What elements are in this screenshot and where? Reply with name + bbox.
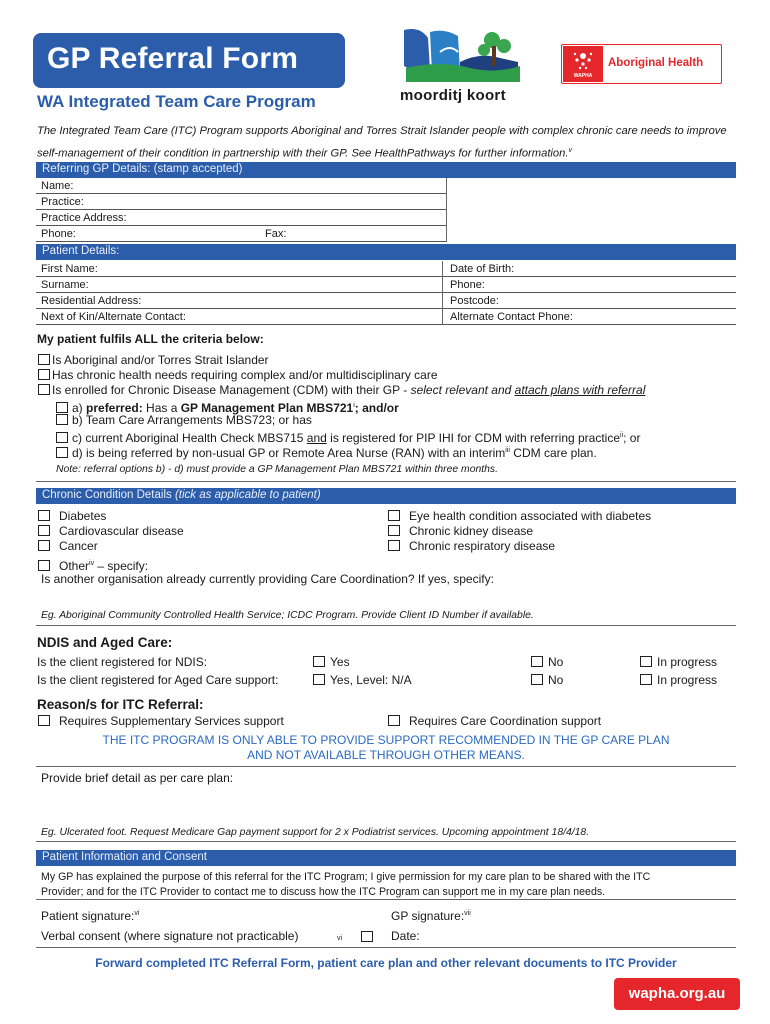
- checkbox[interactable]: [361, 931, 373, 942]
- ndis-question: Is the client registered for NDIS:: [37, 655, 208, 669]
- condition-label: Chronic respiratory disease: [409, 539, 556, 553]
- aged-care-no: [531, 673, 563, 688]
- patient-phone-field[interactable]: Phone:: [450, 279, 485, 291]
- checkbox[interactable]: [56, 414, 68, 425]
- consent-text: [41, 870, 736, 900]
- intro-text: The Integrated Team Care (ITC) Program supports Aboriginal and Torres Strait Islander people with complex chronic care needs to improve self-management of their condition in partnership with their GP. See HealthPathways for further information.: [37, 125, 727, 160]
- option-a-preferred: preferred:: [86, 401, 143, 415]
- aged-care-no-label: No: [548, 673, 564, 687]
- divider: [36, 766, 736, 767]
- patient-row-3: [36, 293, 736, 309]
- option-d-end: CDM care plan.: [509, 446, 597, 460]
- verbal-consent-footnote: vi: [337, 935, 343, 942]
- option-c-end: ; or: [623, 431, 641, 445]
- checkbox[interactable]: [38, 354, 50, 365]
- condition-cancer: [38, 539, 98, 554]
- checkbox[interactable]: [640, 656, 652, 667]
- checkbox[interactable]: [56, 447, 68, 458]
- reasons-heading: Reason/s for ITC Referral:: [37, 697, 204, 712]
- option-a-plan: GP Management Plan MBS721: [180, 401, 354, 415]
- gp-signature-field[interactable]: [485, 904, 735, 922]
- criteria-note: Note: referral options b) - d) must provide a GP Management Plan MBS721 within three months.: [56, 464, 499, 475]
- ndis-no: [531, 655, 563, 670]
- ndis-no-label: No: [548, 655, 564, 669]
- ndis-in-progress-label: In progress: [657, 655, 718, 669]
- aboriginal-health-text: Aboriginal Health: [608, 57, 704, 69]
- gp-name-field[interactable]: Name:: [36, 178, 446, 194]
- gp-phone-field[interactable]: Phone:: [41, 228, 76, 240]
- divider: [36, 481, 736, 482]
- residential-address-field[interactable]: Residential Address:: [41, 295, 142, 307]
- wapha-mark-text: WAPHA: [573, 73, 593, 79]
- divider: [36, 947, 736, 948]
- option-a-prefix: a): [72, 401, 87, 415]
- checkbox[interactable]: [38, 540, 50, 551]
- condition-other-footnote: iv: [89, 560, 95, 567]
- aged-care-question: Is the client registered for Aged Care support:: [37, 673, 279, 687]
- checkbox[interactable]: [38, 384, 50, 395]
- checkbox[interactable]: [313, 674, 325, 685]
- patient-row-1: [36, 261, 736, 277]
- verbal-consent-checkbox: [361, 931, 377, 944]
- checkbox[interactable]: [313, 656, 325, 667]
- dob-field[interactable]: Date of Birth:: [450, 263, 515, 275]
- option-a-footnote: i: [353, 402, 355, 409]
- aboriginal-health-logo: [561, 44, 722, 84]
- aged-care-yes-label: Yes, Level: N/A: [330, 673, 412, 687]
- ndis-in-progress: [640, 655, 717, 670]
- condition-diabetes: [38, 509, 106, 524]
- moorditj-koort-text: moorditj koort: [400, 87, 506, 104]
- date-field[interactable]: [425, 927, 735, 945]
- option-c-and: and: [306, 431, 327, 445]
- first-name-field[interactable]: First Name:: [41, 263, 98, 275]
- itc-program-notice: [36, 733, 736, 763]
- patient-signature-footnote: vi: [134, 910, 140, 917]
- consent-line-1: My GP has explained the purpose of this referral for the ITC Program; I give permission for my care plan to be shared with the ITC: [41, 871, 651, 883]
- intro-paragraph: [37, 122, 737, 164]
- patient-details-fields: [36, 261, 736, 325]
- gp-practice-address-field[interactable]: Practice Address:: [36, 210, 446, 226]
- option-d-footnote: iii: [505, 447, 510, 454]
- reason-label: Requires Care Coordination support: [409, 714, 602, 728]
- option-a-mid: Has a: [142, 401, 181, 415]
- chronic-heading-text: Chronic Condition Details: [42, 489, 175, 501]
- checkbox[interactable]: [531, 656, 543, 667]
- checkbox[interactable]: [38, 369, 50, 380]
- gp-stamp-area[interactable]: [447, 178, 736, 242]
- patient-row-2: [36, 277, 736, 293]
- checkbox[interactable]: [388, 715, 400, 726]
- checkbox[interactable]: [531, 674, 543, 685]
- notice-line-1: THE ITC PROGRAM IS ONLY ABLE TO PROVIDE SUPPORT RECOMMENDED IN THE GP CARE PLAN: [102, 733, 670, 747]
- checkbox[interactable]: [388, 540, 400, 551]
- option-d-label: d) is being referred by non-usual GP or Remote Area Nurse (RAN) with an interim: [72, 446, 506, 460]
- condition-other-specify: – specify:: [94, 559, 149, 573]
- moorditj-koort-logo-graphic: [400, 22, 524, 84]
- chronic-heading-hint: (tick as applicable to patient): [174, 489, 321, 501]
- form-title: GP Referral Form: [33, 33, 345, 88]
- divider: [36, 899, 736, 900]
- postcode-field[interactable]: Postcode:: [450, 295, 499, 307]
- checkbox[interactable]: [388, 510, 400, 521]
- consent-line-2: Provider; and for the ITC Provider to contact me to discuss how the ITC Program can support me in my care plan needs.: [41, 886, 606, 898]
- surname-field[interactable]: Surname:: [41, 279, 89, 291]
- checkbox[interactable]: [38, 525, 50, 536]
- ndis-yes-label: Yes: [330, 655, 350, 669]
- ndis-yes: [313, 655, 350, 670]
- option-a-end: ; and/or: [354, 401, 399, 415]
- condition-kidney: [388, 524, 533, 539]
- gp-phone-fax-row: [36, 226, 446, 242]
- wapha-mark: [563, 46, 603, 82]
- condition-label: Chronic kidney disease: [409, 524, 534, 538]
- patient-row-4: [36, 309, 736, 325]
- criteria-item-cdm: [38, 383, 645, 398]
- care-coordination-example: Eg. Aboriginal Community Controlled Health Service; ICDC Program. Provide Client ID Number if available.: [41, 610, 534, 621]
- condition-label: Cardiovascular disease: [59, 524, 184, 538]
- brief-detail-example: Eg. Ulcerated foot. Request Medicare Gap payment support for 2 x Podiatrist services. Upcoming appointment 18/4/18.: [41, 827, 590, 838]
- gp-practice-field[interactable]: Practice:: [36, 194, 446, 210]
- patient-details-heading: Patient Details:: [36, 244, 736, 260]
- checkbox[interactable]: [56, 402, 68, 413]
- condition-label: Eye health condition associated with diabetes: [409, 509, 652, 523]
- condition-other-label: Other: [59, 559, 90, 573]
- checkbox[interactable]: [388, 525, 400, 536]
- forward-instruction: Forward completed ITC Referral Form, patient care plan and other relevant documents to ITC Provider: [95, 956, 677, 970]
- condition-respiratory: [388, 539, 555, 554]
- patient-signature-field[interactable]: [150, 904, 380, 922]
- next-of-kin-field[interactable]: Next of Kin/Alternate Contact:: [41, 311, 186, 323]
- condition-label: Cancer: [59, 539, 98, 553]
- alternate-phone-field[interactable]: Alternate Contact Phone:: [450, 311, 573, 323]
- option-c-label-2: is registered for PIP IHI for CDM with referring practice: [326, 431, 621, 445]
- condition-eye-health: [388, 509, 651, 524]
- gp-signature-label: [391, 906, 471, 924]
- gp-signature-text: GP signature:: [391, 909, 465, 923]
- gp-fax-field[interactable]: Fax:: [265, 228, 287, 240]
- criteria-item-select: select relevant and: [410, 383, 515, 397]
- option-c-label: c) current Aboriginal Health Check MBS715: [72, 431, 307, 445]
- criteria-item-label: Is enrolled for Chronic Disease Management (CDM) with their GP -: [52, 383, 411, 397]
- checkbox[interactable]: [38, 560, 50, 571]
- ndis-heading: NDIS and Aged Care:: [37, 635, 173, 650]
- consent-heading: Patient Information and Consent: [36, 850, 736, 866]
- date-label: Date:: [391, 929, 420, 943]
- brief-detail-label: Provide brief detail as per care plan:: [41, 771, 234, 785]
- aged-care-in-progress-label: In progress: [657, 673, 718, 687]
- aged-care-in-progress: [640, 673, 717, 688]
- patient-divider: [442, 261, 443, 325]
- criteria-item-chronic: [38, 368, 438, 383]
- reason-supplementary: [38, 714, 284, 729]
- criteria-option-b: [56, 413, 312, 428]
- checkbox[interactable]: [640, 674, 652, 685]
- care-coordination-question: Is another organisation already currently providing Care Coordination? If yes, specify:: [41, 572, 494, 586]
- program-subtitle: WA Integrated Team Care Program: [37, 92, 316, 111]
- option-b-label: b) Team Care Arrangements MBS723; or has: [72, 413, 312, 427]
- wapha-dots-icon: [563, 46, 603, 74]
- criteria-item-label: Is Aboriginal and/or Torres Strait Islander: [52, 353, 269, 367]
- condition-cardiovascular: [38, 524, 184, 539]
- gp-signature-footnote: vii: [464, 910, 471, 917]
- condition-label: Diabetes: [59, 509, 107, 523]
- aged-care-yes: [313, 673, 412, 688]
- criteria-item-attach: attach plans with referral: [514, 383, 646, 397]
- criteria-option-d: [56, 443, 597, 461]
- criteria-item-label: Has chronic health needs requiring complex and/or multidisciplinary care: [52, 368, 438, 382]
- reason-label: Requires Supplementary Services support: [59, 714, 284, 728]
- criteria-heading: My patient fulfils ALL the criteria below:: [37, 332, 264, 346]
- moorditj-koort-logo: [400, 22, 524, 102]
- chronic-condition-heading: [36, 488, 736, 504]
- referring-gp-heading: Referring GP Details: (stamp accepted): [36, 162, 736, 178]
- notice-line-2: AND NOT AVAILABLE THROUGH OTHER MEANS.: [247, 748, 525, 762]
- checkbox[interactable]: [38, 715, 50, 726]
- criteria-item-aboriginal: [38, 353, 269, 368]
- checkbox[interactable]: [38, 510, 50, 521]
- intro-footnote: v: [568, 147, 572, 154]
- reason-care-coordination: [388, 714, 601, 729]
- patient-signature-label: [41, 906, 139, 924]
- patient-signature-text: Patient signature:: [41, 909, 135, 923]
- option-c-footnote: ii: [620, 432, 624, 439]
- wapha-link[interactable]: wapha.org.au: [614, 978, 740, 1010]
- checkbox[interactable]: [56, 432, 68, 443]
- verbal-consent-label: Verbal consent (where signature not practicable): [41, 929, 299, 943]
- referring-gp-fields: [36, 178, 447, 242]
